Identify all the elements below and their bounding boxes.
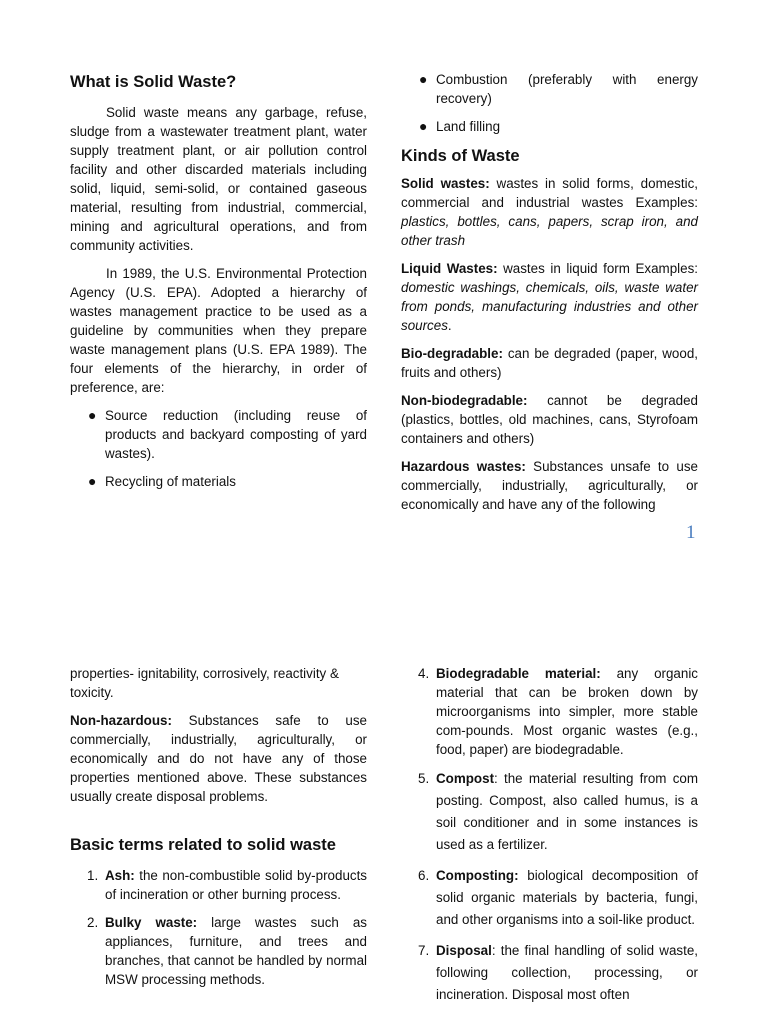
page2-left-column <box>70 664 367 998</box>
list-item: ● Recycling of materials <box>88 473 236 489</box>
heading-basic-terms: Basic terms related to solid waste <box>70 836 336 854</box>
page-number: 1 <box>686 522 696 543</box>
kind-non-biodegradable: Non-biodegradable: cannot be degraded (plastics, bottles, old machines, cans, Styrofoam containers and others) <box>401 393 698 446</box>
kind-solid-wastes: Solid wastes: wastes in solid forms, domestic, commercial and industrial wastes Examples: plastics, bottles, cans, papers, scrap iron, and other trash <box>401 176 698 248</box>
paragraph-hazard-properties: properties- ignitability, corrosively, reactivity & toxicity. <box>70 666 339 700</box>
list-item: 4. Biodegradable material: any organic material that can be broken down by microorganisms into simpler, more stable com-pounds. Most organic wastes (e.g., food, paper) are biodegradable. <box>418 666 698 757</box>
list-item: ● Source reduction (including reuse of products and backyard composting of yard wastes). <box>88 407 367 461</box>
paragraph-non-hazardous: Non-hazardous: Substances safe to use commercially, industrially, agriculturally, or economically and do not have any of those properties mentioned above. These substances usually create disposal problems. <box>70 713 367 804</box>
list-item: 2. Bulky waste: large wastes such as appliances, furniture, and trees and branches, that cannot be handled by normal MSW processing methods. <box>87 915 367 987</box>
kind-liquid-wastes: Liquid Wastes: wastes in liquid form Examples: domestic washings, chemicals, oils, waste water from ponds, manufacturing industries and other sources. <box>401 261 698 333</box>
page2-right-column <box>401 664 698 1015</box>
paragraph-epa-hierarchy: In 1989, the U.S. Environmental Protection Agency (U.S. EPA). Adopted a hierarchy of wastes management practice to be used as a guideline by communities when they prepare waste management plans (U.S. EPA 1989). The four elements of the hierarchy, in order of preference, are: <box>70 266 367 395</box>
bullet-icon: ● <box>88 473 97 489</box>
paragraph-definition: Solid waste means any garbage, refuse, sludge from a wastewater treatment plant, water supply treatment plant, or air pollution control facility and other discarded materials including solid, liquid, semi-solid, or contained gaseous material, resulting from industrial, commercial, mining and agricultural operations, and from community activities. <box>70 105 367 253</box>
terms-list-continued <box>401 664 698 1006</box>
terms-list <box>70 866 367 989</box>
list-item: 5. Compost: the material resulting from com posting. Compost, also called humus, is a soil conditioner and in some instances is used as a fertilizer. <box>418 771 698 852</box>
list-item: 6. Composting: biological decomposition of solid organic materials by bacteria, fungi, and other organisms into a soil-like product. <box>418 868 698 927</box>
bullet-icon: ● <box>419 71 428 87</box>
heading-what-is-solid-waste: What is Solid Waste? <box>70 73 237 91</box>
kind-hazardous-wastes: Hazardous wastes: Substances unsafe to use commercially, industrially, agriculturally, or economically and have any of the following <box>401 459 698 512</box>
hierarchy-list-continued <box>401 70 698 136</box>
hierarchy-list <box>70 406 367 491</box>
list-item: ● Combustion (preferably with energy recovery) <box>419 71 698 106</box>
heading-kinds-of-waste: Kinds of Waste <box>401 147 520 165</box>
bullet-icon: ● <box>88 407 97 423</box>
list-item: 7. Disposal: the final handling of solid waste, following collection, processing, or incineration. Disposal most often <box>418 943 698 1002</box>
bullet-icon: ● <box>419 118 428 134</box>
page1-right-column <box>401 70 698 523</box>
list-item: 1. Ash: the non-combustible solid by-products of incineration or other burning process. <box>87 868 367 902</box>
page1-left-column <box>70 71 367 500</box>
list-item: ● Land filling <box>419 118 501 134</box>
kind-biodegradable: Bio-degradable: can be degraded (paper, wood, fruits and others) <box>401 346 698 380</box>
